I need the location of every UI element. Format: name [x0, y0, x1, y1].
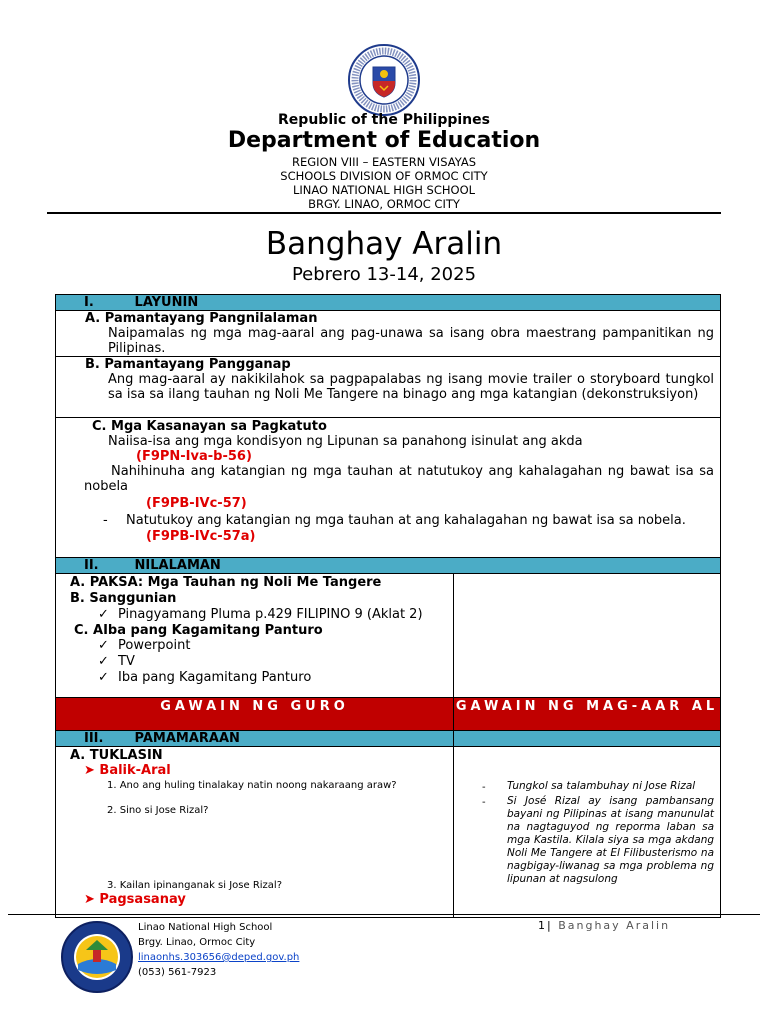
section-bar-nilalaman: [56, 558, 721, 574]
document-title: Banghay Aralin: [265, 226, 503, 262]
sanggunian-item: Pinagyamang Pluma p.429 FILIPINO 9 (Aklat 2): [118, 607, 423, 622]
balik-aral-label: Balik-Aral: [99, 763, 171, 778]
gawain-guro-header: GAWAIN NG GURO: [56, 698, 454, 731]
empty-cell: [454, 574, 721, 698]
pamantayang-pangnilalaman-row: [56, 311, 721, 357]
page-label: Banghay Aralin: [558, 919, 671, 932]
section-number: I.: [84, 295, 94, 310]
department-heading: Department of Education: [227, 128, 541, 153]
page-separator: |: [547, 919, 553, 932]
section-label: LAYUNIN: [134, 295, 199, 310]
competency-text: Natutukoy ang katangian ng mga tauhan at ang kahalagahan ng bawat isa sa nobela.: [126, 513, 686, 528]
activity-columns-header: [56, 698, 721, 731]
page-number: 1: [538, 919, 547, 932]
checkmark-icon: ✓: [98, 670, 109, 685]
kagamitan-item: Powerpoint: [118, 638, 191, 653]
list-dash: -: [103, 513, 108, 528]
tuklasin-title: A. TUKLASIN: [70, 748, 163, 763]
address-line: BRGY. LINAO, ORMOC CITY: [308, 197, 460, 211]
section-number: II.: [84, 558, 99, 573]
tuklasin-row: [56, 747, 721, 918]
competency-code: (F9PB-IVc-57a): [146, 529, 256, 544]
school-line: LINAO NATIONAL HIGH SCHOOL: [292, 183, 476, 197]
gawain-mag-aaral-header: GAWAIN NG MAG-AAR AL: [454, 698, 721, 731]
list-dash: -: [482, 782, 486, 793]
footer-phone: (053) 561-7923: [138, 967, 217, 978]
checkmark-icon: ✓: [98, 607, 109, 622]
section-label: NILALAMAN: [134, 558, 221, 573]
section-bar-pamamaraan: [56, 731, 721, 747]
school-logo: [60, 920, 134, 994]
list-dash: -: [482, 797, 486, 808]
nilalaman-row: [56, 574, 721, 698]
checkmark-icon: ✓: [98, 654, 109, 669]
section-label: PAMAMARAAN: [134, 731, 240, 746]
pagsasanay-label: Pagsasanay: [99, 892, 186, 907]
subsection-text: Naipamalas ng mga mag-aaral ang pag-unawa sa isang obra maestrang pampanitikan ng Pilipinas.: [108, 326, 715, 356]
footer-email-link[interactable]: linaonhs.303656@deped.gov.ph: [138, 952, 300, 963]
republic-heading: Republic of the Philippines: [278, 112, 490, 128]
checkmark-icon: ✓: [98, 638, 109, 653]
kagamitan-title: C. AIba pang Kagamitang Panturo: [74, 623, 323, 638]
subsection-title: B. Pamantayang Pangganap: [85, 357, 291, 372]
subsection-title: A. Pamantayang Pangnilalaman: [85, 311, 318, 326]
pamantayang-pangganap-row: [56, 357, 721, 418]
footer-school-name: Linao National High School: [138, 922, 273, 933]
kagamitan-item: Iba pang Kagamitang Panturo: [118, 670, 312, 685]
lesson-plan-table: [55, 294, 721, 918]
section-number: III.: [84, 731, 104, 746]
arrow-bullet-icon: ➤: [84, 892, 100, 907]
question-1: 1. Ano ang huling tinalakay natin noong nakaraang araw?: [107, 780, 397, 791]
deped-seal-logo: [347, 43, 421, 117]
sanggunian-title: B. Sanggunian: [70, 591, 177, 606]
header-divider: [47, 212, 721, 214]
subsection-title: C. Mga Kasanayan sa Pagkatuto: [92, 419, 327, 434]
question-3: 3. Kailan ipinanganak si Jose Rizal?: [107, 880, 283, 891]
subsection-text: Ang mag-aaral ay nakikilahok sa pagpapalabas ng isang movie trailer o storyboard tungkol sa isa sa ilang tauhan ng Noli Me Tangere na binago ang mga katangian (dekonstruksiyon): [108, 372, 715, 402]
paksa-line: A. PAKSA: Mga Tauhan ng Noli Me Tangere: [70, 575, 382, 590]
section-bar-layunin: [56, 295, 721, 311]
competency-code: (F9PN-Iva-b-56): [136, 449, 252, 464]
arrow-bullet-icon: ➤: [84, 763, 100, 778]
document-date: Pebrero 13-14, 2025: [291, 264, 477, 285]
question-2: 2. Sino si Jose Rizal?: [107, 805, 209, 816]
answer-2: Si José Rizal ay isang pambansang bayani ng Pilipinas at isang manunulat na nagtaguyod ng reporma laban sa mga Kastila. Kilala siya sa mga akdang Noli Me Tangere at El Filibusterismo na nagbigay-liwanag sa mga problema ng lipunan at nagsulong: [507, 795, 715, 885]
footer-divider: [8, 914, 760, 915]
kasanayan-row: [56, 418, 721, 558]
kagamitan-item: TV: [118, 654, 135, 669]
footer-address: Brgy. Linao, Ormoc City: [138, 937, 256, 948]
division-line: SCHOOLS DIVISION OF ORMOC CITY: [280, 169, 488, 183]
region-line: REGION VIII – EASTERN VISAYAS: [292, 155, 476, 169]
answer-1: Tungkol sa talambuhay ni Jose Rizal: [507, 780, 696, 792]
competency-text: Nahihinuha ang katangian ng mga tauhan at natutukoy ang kahalagahan ng bawat isa sa nobela: [84, 464, 715, 494]
competency-code: (F9PB-IVc-57): [146, 496, 247, 511]
competency-text: Naiisa-isa ang mga kondisyon ng Lipunan sa panahong isinulat ang akda: [108, 434, 583, 449]
